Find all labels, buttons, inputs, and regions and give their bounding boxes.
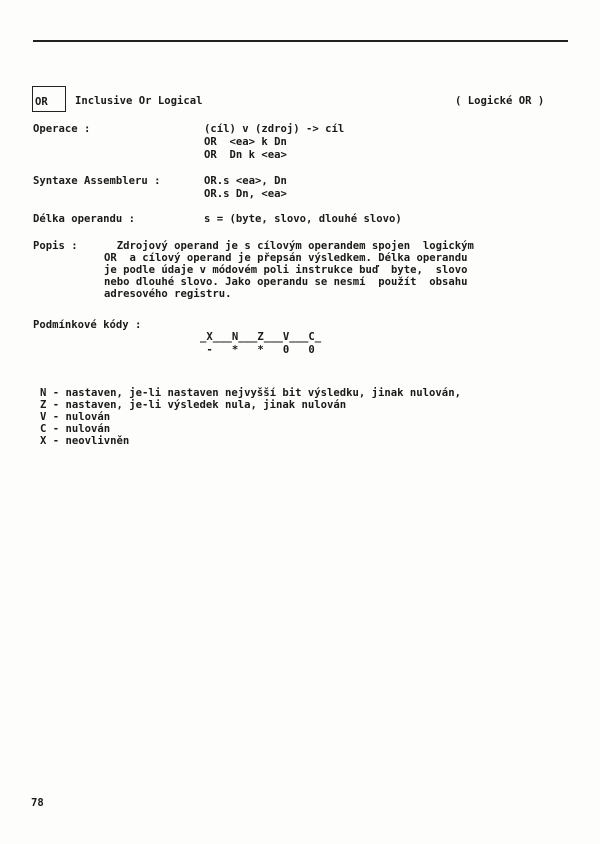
- popis-line: nebo dlouhé slovo. Jako operandu se nesmí použít obsahu: [104, 276, 468, 288]
- popis-text: [104, 240, 567, 300]
- condition-values-row: - * * 0 0: [200, 344, 315, 356]
- syntaxe-label: Syntaxe Assembleru :: [33, 175, 161, 187]
- popis-label: Popis :: [33, 240, 78, 252]
- page-number: 78: [31, 797, 44, 809]
- mnemonic-box: [32, 86, 66, 112]
- condition-codes-table: [200, 331, 321, 357]
- condition-flags-row: _X___N___Z___V___C_: [200, 331, 322, 343]
- flag-note: V - nulován: [40, 411, 111, 423]
- flag-note: X - neovlivněn: [40, 435, 130, 447]
- flag-note: Z - nastaven, je-li výsledek nula, jinak nulován: [40, 399, 347, 411]
- popis-line: OR a cílový operand je přepsán výsledkem. Délka operandu: [104, 252, 468, 264]
- popis-line: Zdrojový operand je s cílovým operandem spojen logickým: [104, 240, 474, 252]
- mnemonic-label: OR: [35, 96, 48, 108]
- operace-line: OR Dn k <ea>: [204, 149, 287, 161]
- flag-note: C - nulován: [40, 423, 111, 435]
- instruction-czech-title: ( Logické OR ): [455, 95, 545, 107]
- delka-value: s = (byte, slovo, dlouhé slovo): [204, 213, 402, 225]
- header-rule: [33, 40, 568, 42]
- flag-notes: [40, 387, 461, 447]
- popis-line: je podle údaje v módovém poli instrukce buď byte, slovo: [104, 264, 468, 276]
- syntaxe-line: OR.s <ea>, Dn: [204, 175, 287, 187]
- flag-note: N - nastaven, je-li nastaven nejvyšší bit výsledku, jinak nulován,: [40, 387, 461, 399]
- podminkove-label: Podmínkové kódy :: [33, 319, 142, 331]
- operace-label: Operace :: [33, 123, 91, 135]
- operace-line: (cíl) v (zdroj) -> cíl: [204, 123, 345, 135]
- instruction-title: Inclusive Or Logical: [75, 95, 203, 107]
- operace-line: OR <ea> k Dn: [204, 136, 287, 148]
- syntaxe-line: OR.s Dn, <ea>: [204, 188, 287, 200]
- popis-line: adresového registru.: [104, 288, 232, 300]
- delka-label: Délka operandu :: [33, 213, 136, 225]
